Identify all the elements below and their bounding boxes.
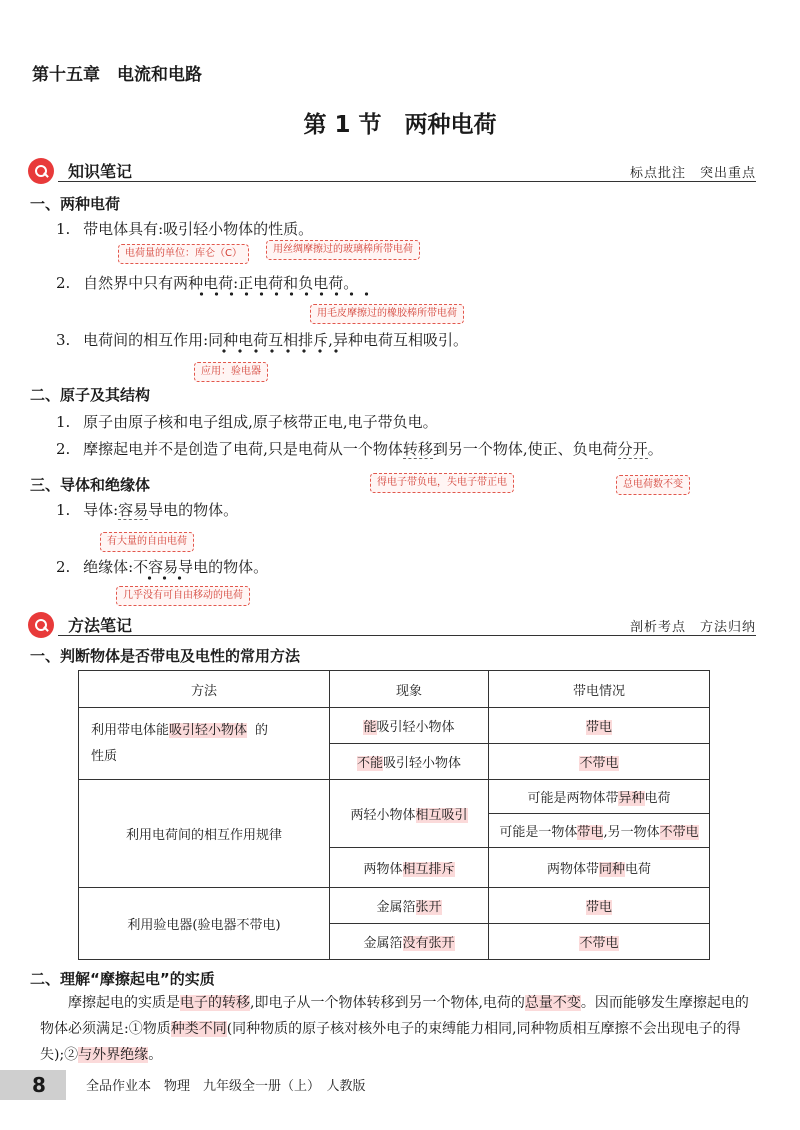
item-conductor <box>56 499 238 520</box>
item-text: 到另一个物体,使正、负电荷 <box>432 440 618 458</box>
cell-highlight: 带电 <box>585 720 612 735</box>
emphasis-dots <box>216 349 344 353</box>
heading-conductors: 三、导体和绝缘体 <box>30 476 151 494</box>
item-friction <box>56 438 663 459</box>
phenomenon-cell <box>330 780 489 848</box>
cell-text: 金属箔 <box>376 900 416 915</box>
header-rule <box>58 635 756 636</box>
note-almost-no-free: 几乎没有可自由移动的电荷 <box>116 586 250 606</box>
item-atom <box>56 411 438 432</box>
phenomenon-cell <box>330 708 489 744</box>
heading-friction-essence: 二、理解“摩擦起电”的实质 <box>30 970 215 988</box>
note-gain-lose-electron: 得电子带负电，失电子带正电 <box>370 473 514 493</box>
cell-text: 吸引轻小物体 <box>376 720 455 735</box>
result-cell <box>489 744 710 780</box>
transfer-text: 转移 <box>402 440 433 458</box>
item-insulator <box>56 556 268 577</box>
cell-highlight: 同种 <box>598 862 625 877</box>
cell-highlight: 不带电 <box>659 825 699 840</box>
cell-text: ,另一物体 <box>603 825 660 840</box>
item-text: 。 <box>647 440 663 458</box>
cell-highlight: 张开 <box>415 900 442 915</box>
cell-highlight: 不带电 <box>579 756 619 771</box>
cell-highlight: 带电 <box>577 825 604 840</box>
not-easy-text: 不容易 <box>133 558 179 576</box>
knowledge-notes-tagline: 标点批注 突出重点 <box>629 166 756 181</box>
item-text: 摩擦起电并不是创造了电荷,只是电荷从一个物体 <box>83 440 403 458</box>
q-badge-icon <box>28 612 54 638</box>
cell-text: 可能是一物体 <box>499 825 578 840</box>
item-number: 2. <box>56 440 71 458</box>
result-cell <box>489 888 710 924</box>
result-cell <box>489 780 710 814</box>
cell-text: 可能是两物体带 <box>527 791 619 806</box>
para-highlight: 种类不同 <box>170 1021 227 1037</box>
item-text: 自然界中只有两种电荷: <box>83 274 239 292</box>
heading-two-charges: 一、两种电荷 <box>30 195 121 213</box>
cell-text: 电荷 <box>625 862 652 877</box>
cell-highlight: 吸引轻小物体 <box>169 722 248 738</box>
like-charges-repel-text: 同种电荷互相排斥 <box>208 331 329 349</box>
result-cell <box>489 814 710 848</box>
note-application: 应用：验电器 <box>194 362 268 382</box>
cell-text: 吸引轻小物体 <box>383 756 462 771</box>
column-header: 带电情况 <box>489 671 710 708</box>
cell-highlight: 不带电 <box>579 936 619 951</box>
item-two-kinds <box>56 272 358 293</box>
item-text: 电荷间的相互作用: <box>83 331 209 349</box>
method-notes-tagline: 剖析考点 方法归纳 <box>629 620 756 635</box>
item-text: ,异种电荷互相吸引。 <box>328 331 468 349</box>
cell-text: 两轻小物体 <box>350 808 416 823</box>
cell-highlight: 带电 <box>585 900 612 915</box>
cell-highlight: 能 <box>363 720 377 735</box>
item-text: 导电的物体。 <box>178 558 269 576</box>
item-text: 绝缘体: <box>83 558 134 576</box>
item-text: 导体: <box>83 501 119 519</box>
item-number: 2. <box>56 558 71 576</box>
result-cell <box>489 848 710 888</box>
result-cell <box>489 924 710 960</box>
cell-highlight: 相互吸引 <box>415 808 468 823</box>
para-text: (同种物质的原子核对核外电子的束缚能力相同,同种物质相互摩擦不会出现电子的得失);② <box>40 1021 741 1063</box>
chapter-title: 第十五章 电流和电路 <box>32 65 202 85</box>
easy-text: 容易 <box>118 501 149 519</box>
item-number: 1. <box>56 413 71 431</box>
item-text: 导电的物体。 <box>148 501 239 519</box>
cell-text: 两物体 <box>363 862 403 877</box>
method-notes-title: 方法笔记 <box>68 616 133 635</box>
method-cell <box>79 708 330 780</box>
knowledge-notes-title: 知识笔记 <box>68 162 133 181</box>
cell-text: 性质 <box>91 748 118 764</box>
cell-text: 电荷 <box>644 791 671 806</box>
phenomenon-cell <box>330 848 489 888</box>
item-text: 和 <box>283 274 299 292</box>
cell-highlight: 异种 <box>618 791 645 806</box>
cell-text: 两物体带 <box>546 862 599 877</box>
table-row <box>79 888 710 924</box>
note-rubber-rod: 用毛皮摩擦过的橡胶棒所带电荷 <box>310 304 464 324</box>
cell-text: 利用带电体能 <box>91 722 170 738</box>
para-highlight: 与外界绝缘 <box>78 1047 149 1063</box>
footer-book-title: 全品作业本 物理 九年级全一册（上） 人教版 <box>86 1079 366 1094</box>
table-row <box>79 780 710 814</box>
table-row <box>79 708 710 744</box>
header-rule <box>58 181 756 182</box>
item-number: 1. <box>56 220 71 238</box>
phenomenon-cell <box>330 744 489 780</box>
emphasis-dots <box>142 576 186 580</box>
item-text: 。 <box>343 274 359 292</box>
cell-text: 的 <box>255 722 269 738</box>
item-interaction <box>56 329 468 350</box>
cell-highlight: 没有张开 <box>402 936 455 951</box>
cell-highlight: 不能 <box>356 756 383 771</box>
method-cell: 利用验电器(验电器不带电) <box>79 888 330 960</box>
item-text: 原子由原子核和电子组成,原子核带正电,电子带负电。 <box>83 413 438 431</box>
note-glass-rod: 用丝绸摩擦过的玻璃棒所带电荷 <box>266 240 420 260</box>
item-number: 1. <box>56 501 71 519</box>
result-cell <box>489 708 710 744</box>
cell-highlight: 相互排斥 <box>402 862 455 877</box>
note-total-charge: 总电荷数不变 <box>616 475 690 495</box>
note-charge-unit: 电荷量的单位：库仑（C） <box>118 244 249 264</box>
phenomenon-cell <box>330 888 489 924</box>
cell-text: 金属箔 <box>363 936 403 951</box>
column-header: 方法 <box>79 671 330 708</box>
negative-charge-text: 负电荷 <box>298 274 344 292</box>
item-number: 3. <box>56 331 71 349</box>
section-title: 第 1 节 两种电荷 <box>303 112 497 138</box>
column-header: 现象 <box>330 671 489 708</box>
para-text: 摩擦起电的实质是 <box>68 995 180 1011</box>
emphasis-dots <box>194 292 372 296</box>
para-text: ,即电子从一个物体转移到另一个物体,电荷的 <box>250 995 525 1011</box>
knowledge-notes-header <box>28 158 756 182</box>
page-number: 8 <box>0 1070 66 1100</box>
phenomenon-cell <box>330 924 489 960</box>
method-notes-header <box>28 612 756 636</box>
friction-essence-paragraph <box>40 990 762 1068</box>
page-footer <box>0 1064 800 1104</box>
method-cell: 利用电荷间的相互作用规律 <box>79 780 330 888</box>
item-charged-body <box>56 218 313 239</box>
note-free-charges: 有大量的自由电荷 <box>100 532 194 552</box>
method-table <box>78 670 710 960</box>
table-header-row <box>79 671 710 708</box>
heading-atom-structure: 二、原子及其结构 <box>30 386 151 404</box>
separate-text: 分开 <box>617 440 648 458</box>
positive-charge-text: 正电荷 <box>238 274 284 292</box>
para-text: 。 <box>148 1047 163 1063</box>
para-highlight: 电子的转移 <box>180 995 250 1011</box>
q-badge-icon <box>28 158 54 184</box>
heading-judge-charge: 一、判断物体是否带电及电性的常用方法 <box>30 647 301 665</box>
item-text: 带电体具有:吸引轻小物体的性质。 <box>83 220 314 238</box>
para-highlight: 总量不变 <box>524 995 581 1011</box>
item-number: 2. <box>56 274 71 292</box>
para-text: 。因而能够发生摩擦起电的物体必须满足:①物质 <box>40 995 749 1037</box>
